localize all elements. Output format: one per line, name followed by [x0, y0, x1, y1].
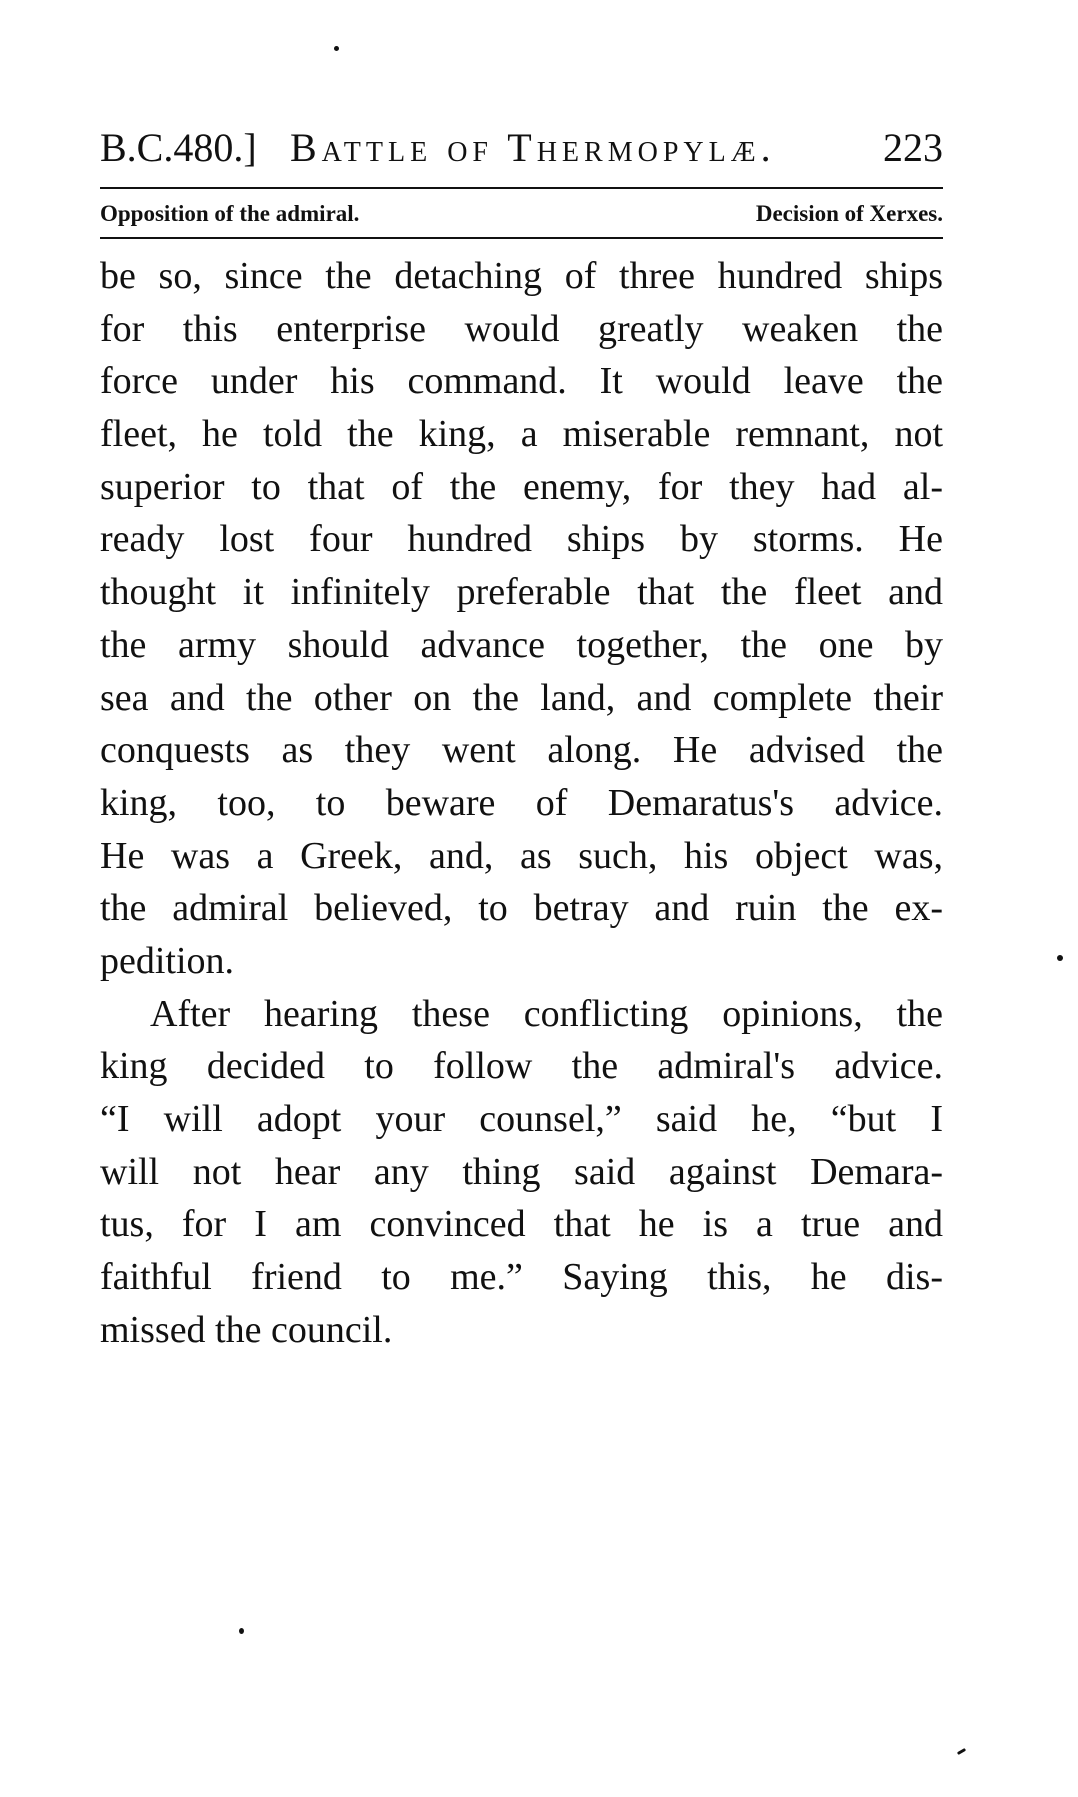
text-line: faithful friend to me.” Saying this, he dis- — [100, 1256, 943, 1299]
text-line: king, too, to beware of Demaratus's advice. — [100, 781, 943, 824]
running-head-date: B.C.480.] — [100, 125, 257, 170]
running-head — [100, 118, 943, 178]
text-line: superior to that of the enemy, for they had al- — [100, 465, 943, 508]
text-line: sea and the other on the land, and complete their — [100, 676, 943, 719]
marginal-subheads — [100, 196, 943, 232]
running-head-title: Battle of Thermopylæ. — [290, 125, 776, 170]
text-line: thought it infinitely preferable that the fleet and — [100, 571, 943, 614]
text-line: “I will adopt your counsel,” said he, “but I — [100, 1098, 943, 1140]
text-line: the admiral believed, to betray and ruin the ex- — [100, 887, 943, 930]
header-rule-bottom — [100, 237, 943, 239]
text-line: conquests as they went along. He advised the — [100, 729, 943, 772]
text-line: tus, for I am convinced that he is a true and — [100, 1203, 943, 1246]
text-line: ready lost four hundred ships by storms. He — [100, 518, 943, 561]
text-line: be so, since the detaching of three hundred ships — [100, 255, 943, 297]
subhead-right: Decision of Xerxes. — [755, 201, 943, 226]
body-text — [100, 250, 943, 1356]
text-line: After hearing these conflicting opinions, the — [150, 992, 943, 1035]
text-line: force under his command. It would leave the — [100, 360, 943, 403]
text-line: missed the council. — [100, 1308, 393, 1351]
header-rule-top — [100, 187, 943, 189]
paragraph-1 — [100, 250, 943, 988]
subhead-left: Opposition of the admiral. — [100, 201, 360, 226]
text-line: He was a Greek, and, as such, his object was, — [100, 834, 943, 877]
text-line: the army should advance together, the one by — [100, 623, 943, 666]
text-line: pedition. — [100, 939, 235, 982]
page-number: 223 — [883, 125, 943, 170]
text-line: will not hear any thing said against Demara- — [100, 1150, 943, 1193]
ink-speck — [334, 46, 339, 51]
text-line: for this enterprise would greatly weaken the — [100, 307, 943, 350]
paragraph-2 — [100, 988, 943, 1357]
ink-speck — [1057, 955, 1063, 961]
text-line: king decided to follow the admiral's advice. — [100, 1045, 943, 1088]
ink-speck — [239, 1628, 244, 1634]
text-line: fleet, he told the king, a miserable remnant, not — [100, 413, 943, 456]
ink-speck — [957, 1748, 966, 1755]
